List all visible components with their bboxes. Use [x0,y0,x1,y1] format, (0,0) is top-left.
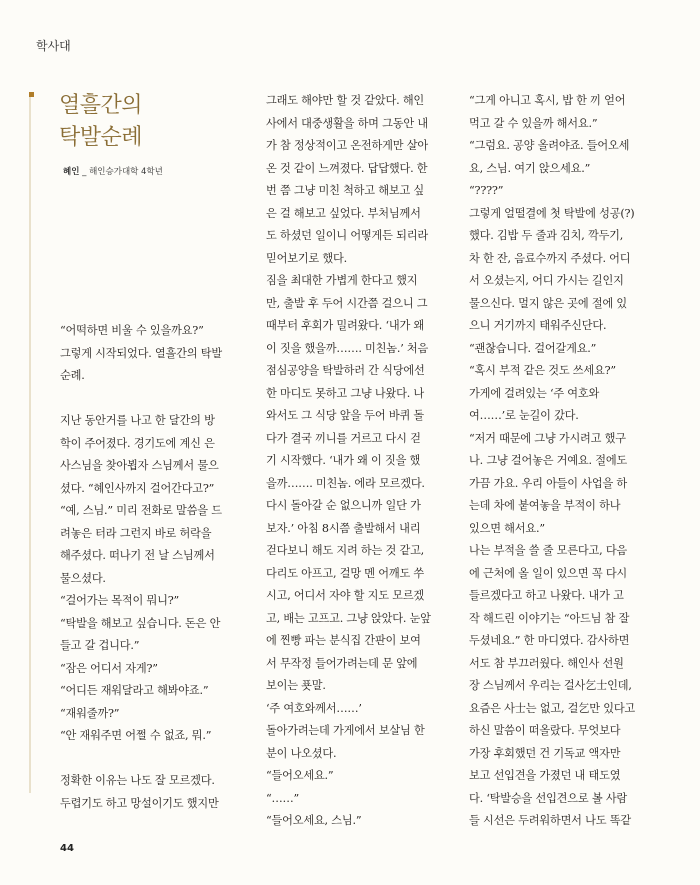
text-line: 믿어보기로 했다. [266,251,347,265]
text-line: “들어오세요, 스님.” [266,814,362,827]
text-line: 시고, 어디서 자야 할 지도 모르겠 [266,589,425,602]
text-line: 나는 부적을 쓸 줄 모른다고, 다음 [469,544,628,557]
text-line: “……” [266,791,300,805]
text-line: 다리도 아프고, 걸망 멘 어깨도 쑤 [266,566,425,580]
text-line: 걷다보니 해도 지려 하는 것 같고, [266,544,425,557]
text-line: “안 재워주면 어쩔 수 없죠, 뭐.” [60,729,212,742]
text-line: 는데 차에 붙여놓을 부적이 하나 [469,499,621,512]
text-line: 을까……. 미친놈. 에라 모르겠다. [266,476,425,490]
text-line: “그럼요. 공양 올려야죠. 들어오세 [469,139,630,152]
text-line: 때부터 후회가 밀려왔다. ‘내가 왜 [266,319,425,332]
text-line: 셨다. “혜인사까지 걸어간다고?” [60,481,215,495]
text-line: 에 찐빵 파는 분식집 간판이 보여 [266,634,421,647]
title-line-1: 열흘간의 [59,93,143,118]
text-line: “들어오세요.” [266,769,334,782]
text-line: 차 한 잔, 음료수까지 주셨다. 어디 [469,251,631,265]
text-line: 그렇게 시작되었다. 열흘간의 탁발 [60,346,222,360]
text-line: 가게에 걸려있는 ‘주 여호와 [469,386,600,400]
text-line [60,748,240,771]
text-line: 들고 갈 겁니다.” [60,639,140,652]
text-line: “어디든 재워달라고 해봐야죠.” [60,684,209,697]
text-line: 다가 결국 끼니를 거르고 다시 걷 [266,431,421,445]
text-line: 짐을 최대한 가볍게 한다고 했지 [266,274,418,287]
text-line: “재워줄까?” [60,706,120,720]
text-line: 두렵기도 하고 망설이기도 했지만 [60,796,219,810]
text-line: “저거 때문에 그냥 가시려고 했구 [469,431,626,445]
text-line: 지난 동안거를 나고 한 달간의 방 [60,414,215,427]
text-line: 에 근처에 올 일이 있으면 꼭 다시 [469,566,628,580]
text-line: “탁발을 해보고 싶습니다. 돈은 안 [60,616,221,630]
author-name: 혜인 [63,167,80,177]
text-line: 사에서 대중생활을 하며 그동안 내 [266,116,428,130]
accent-marker [29,92,34,97]
text-line: 기 시작했다. ‘내가 왜 이 짓을 했 [266,454,421,467]
text-line: 있으면 해서요.” [469,521,545,535]
text-line: 가끔 가요. 우리 아들이 사업을 하 [469,476,628,490]
text-line: 가 참 정상적이고 온전하게만 살아 [266,139,428,152]
text-line: 고, 배는 고프고. 그냥 앉았다. 눈앞 [266,611,431,625]
text-line: 려놓은 터라 그런지 바로 허락을 [60,526,212,540]
text-line: 한 마디도 못하고 그냥 나왔다. 나 [266,386,425,400]
text-line: 으니 거기까지 태워주신단다. [469,319,607,332]
text-line: 보고 선입견을 가졌던 내 태도였 [469,769,621,782]
text-line: 이 짓을 했을까……. 미친놈.’ 처음 [266,341,429,355]
text-line: 번 쯤 그냥 미친 척하고 해보고 싶 [266,184,425,197]
title-line-2: 탁발순례 [59,125,143,150]
accent-rule [29,95,31,793]
text-line: 도 하셨던 일이니 어떻게든 되리라 [266,229,428,242]
text-line: “그게 아니고 혹시, 밥 한 끼 얻어 [469,94,626,107]
text-line: 들르겠다고 하고 나왔다. 내가 고 [469,589,624,602]
text-line: “어떡하면 비울 수 있을까요?” [60,324,204,337]
byline [63,165,163,177]
text-line: 여……’로 눈길이 갔다. [469,409,579,422]
text-line: “????” [469,184,504,197]
author-affiliation: 해인승가대학 4학년 [89,167,163,177]
text-line: 요, 스님. 여기 앉으세요.” [469,161,591,175]
text-line: 돌아가려는데 가게에서 보살님 한 [266,724,425,737]
text-line: 했다. 김밥 두 줄과 김치, 깍두기, [469,229,624,242]
text-line: 작 해드린 이야기는 “아드님 참 잘 [469,611,630,625]
text-line: 그렇게 얼떨결에 첫 탁발에 성공(?) [469,206,635,220]
text-line: 물으신다. 멀지 않은 곳에 절에 있 [469,296,628,310]
text-line: “잠은 어디서 자게?” [60,661,158,675]
text-line: 장 스님께서 우리는 걸사乞士인데, [469,679,632,692]
text-line: 서 무작정 들어가려는데 문 앞에 [266,656,418,670]
text-line: 해주셨다. 떠나기 전 날 스님께서 [60,549,215,562]
text-line: 순례. [60,369,85,382]
text-line: “걸어가는 목적이 뭐니?” [60,594,180,607]
text-line: “예, 스님.” 미리 전화로 말씀을 드 [60,504,222,517]
text-line: 보자.’ 아침 8시쯤 출발해서 내리 [266,521,421,535]
text-line: 두셨네요.” 한 마디였다. 감사하면 [469,634,630,647]
text-line: 들 시선은 두려워하면서 나도 똑같 [469,814,631,827]
text-line: 학이 주어졌다. 경기도에 계신 은 [60,436,215,450]
page-number: 44 [60,843,74,854]
text-column-3 [469,90,649,833]
text-line: 가장 후회했던 건 기독교 액자만 [469,746,621,760]
text-line [60,388,240,411]
text-line: 서 오셨는지, 어디 가시는 길인지 [469,274,624,287]
text-line: 물으셨다. [60,571,106,585]
text-line: 다. ‘탁발승을 선입견으로 볼 사람 [469,791,628,805]
text-line: 그래도 해야만 할 것 같았다. 해인 [266,94,425,107]
text-line: 온 것 같이 느껴졌다. 답답했다. 한 [266,161,428,175]
text-column-1 [60,320,240,815]
text-line: 사스님을 찾아뵙자 스님께서 물으 [60,459,219,472]
text-line: 점심공양을 탁발하러 간 식당에선 [266,364,425,377]
text-line: 서도 참 부끄러웠다. 해인사 선원 [469,656,624,670]
text-line: “괜찮습니다. 걸어갈게요.” [469,341,597,355]
text-line: 요즘은 사士는 없고, 걸乞만 있다고 [469,701,636,715]
text-line: 하신 말씀이 떠올랐다. 무엇보다 [469,724,621,737]
text-line: “혹시 부적 같은 것도 쓰세요?” [469,364,616,377]
text-line: 먹고 갈 수 있을까 해서요.” [469,116,598,130]
text-line: 와서도 그 식당 앞을 두어 바퀴 돌 [266,409,425,422]
text-line: 은 걸 해보고 싶었다. 부처님께서 [266,206,421,220]
text-line: 보이는 푯말. [266,679,326,692]
text-column-2 [266,90,446,833]
byline-separator: _ [82,167,87,177]
text-line: 다시 돌아갈 순 없으니까 일단 가 [266,499,421,512]
section-label: 학사대 [36,39,71,53]
text-line: 만, 출발 후 두어 시간쯤 걸으니 그 [266,296,428,310]
text-line: 분이 나오셨다. [266,746,337,760]
article-title [59,90,142,154]
text-line: 정확한 이유는 나도 잘 모르겠다. [60,774,215,787]
text-line: ‘주 여호와께서……’ [266,701,362,715]
text-line: 나. 그냥 걸어놓은 거예요. 절에도 [469,454,628,467]
